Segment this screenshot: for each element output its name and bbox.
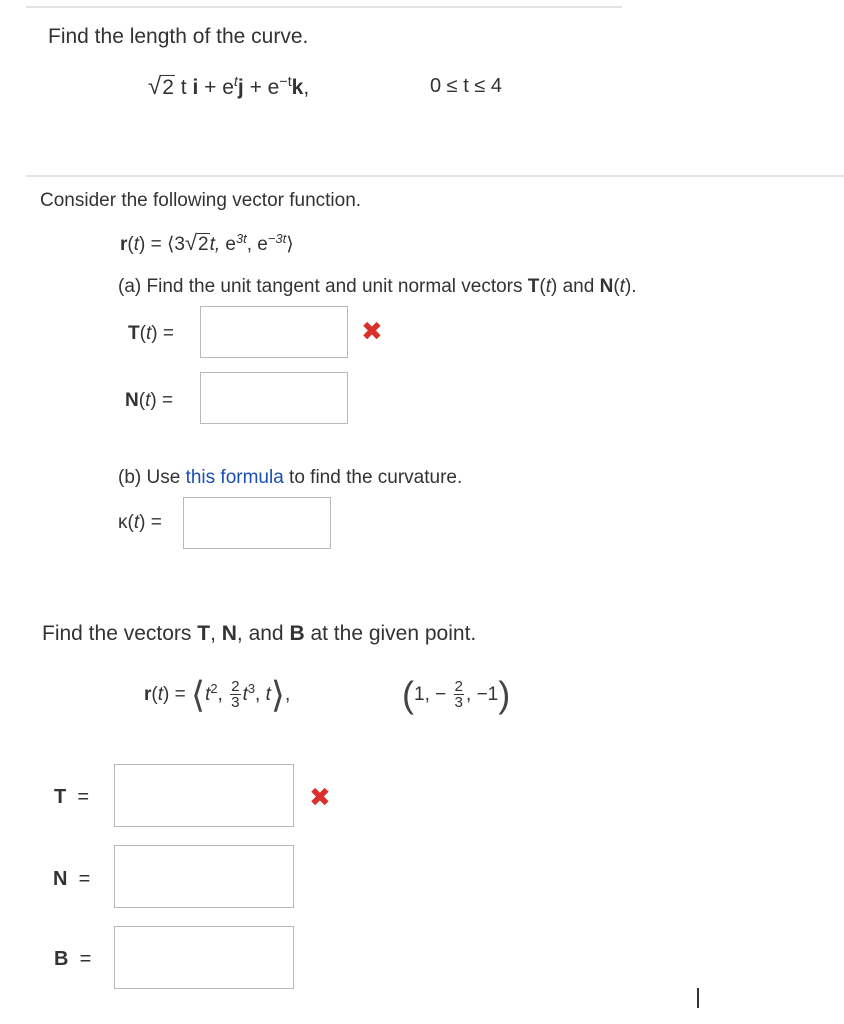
n-vector-answer-input[interactable] bbox=[114, 845, 294, 908]
q3-vector-function: $r(t) = ⟨t^2$, $\frac{2}{3}$ $t^3$, t⟩, bbox=[144, 673, 291, 715]
q2-vector-function: r(t) = ⟨3√2t, $e^{3t}$, $e^{-3t}⟩$ bbox=[120, 230, 294, 255]
b-vector-label: B = bbox=[54, 948, 92, 970]
q2-part-b-text: (b) Use this formula to find the curvature. bbox=[118, 467, 463, 488]
t-of-t-label: T(t) = bbox=[128, 323, 174, 344]
q2-part-a-text: (a) Find the unit tangent and unit normal vectors T(t) and N(t). bbox=[118, 276, 637, 297]
t-vector-answer-input[interactable] bbox=[114, 764, 294, 827]
text-cursor bbox=[697, 988, 699, 1008]
kappa-label: κ(t) = bbox=[118, 512, 162, 533]
curvature-formula-link[interactable]: this formula bbox=[185, 467, 284, 488]
q1-interval: 0 ≤ t ≤ 4 bbox=[430, 75, 502, 97]
n-of-t-label: N(t) = bbox=[125, 390, 174, 411]
q3-point-fraction: $\frac{2}{3}$ bbox=[454, 678, 463, 712]
n-of-t-answer-input[interactable] bbox=[200, 372, 348, 424]
t-of-t-incorrect-icon: ✖ bbox=[361, 316, 383, 346]
curvature-answer-input[interactable] bbox=[183, 497, 331, 549]
q1-curve-expression: √2 t $i + e^tj + e^{-t}k$, bbox=[148, 73, 310, 100]
section-divider-2 bbox=[26, 175, 844, 177]
n-vector-label: N = bbox=[53, 868, 91, 890]
q1-sqrt: √2 bbox=[148, 73, 174, 100]
t-vector-incorrect-icon: ✖ bbox=[309, 782, 331, 812]
q3-prompt: Find the vectors T, N, and B at the given point. bbox=[42, 622, 477, 645]
q2-prompt: Consider the following vector function. bbox=[40, 190, 362, 211]
b-vector-answer-input[interactable] bbox=[114, 926, 294, 989]
q3-point: (1, − $\frac{2}{3}$ , −1) bbox=[402, 673, 511, 715]
q3-fraction: $\frac{2}{3}$ bbox=[231, 678, 240, 712]
t-vector-label: T = bbox=[54, 786, 90, 808]
top-divider bbox=[26, 6, 622, 8]
q1-prompt: Find the length of the curve. bbox=[48, 25, 309, 48]
t-of-t-answer-input[interactable] bbox=[200, 306, 348, 358]
